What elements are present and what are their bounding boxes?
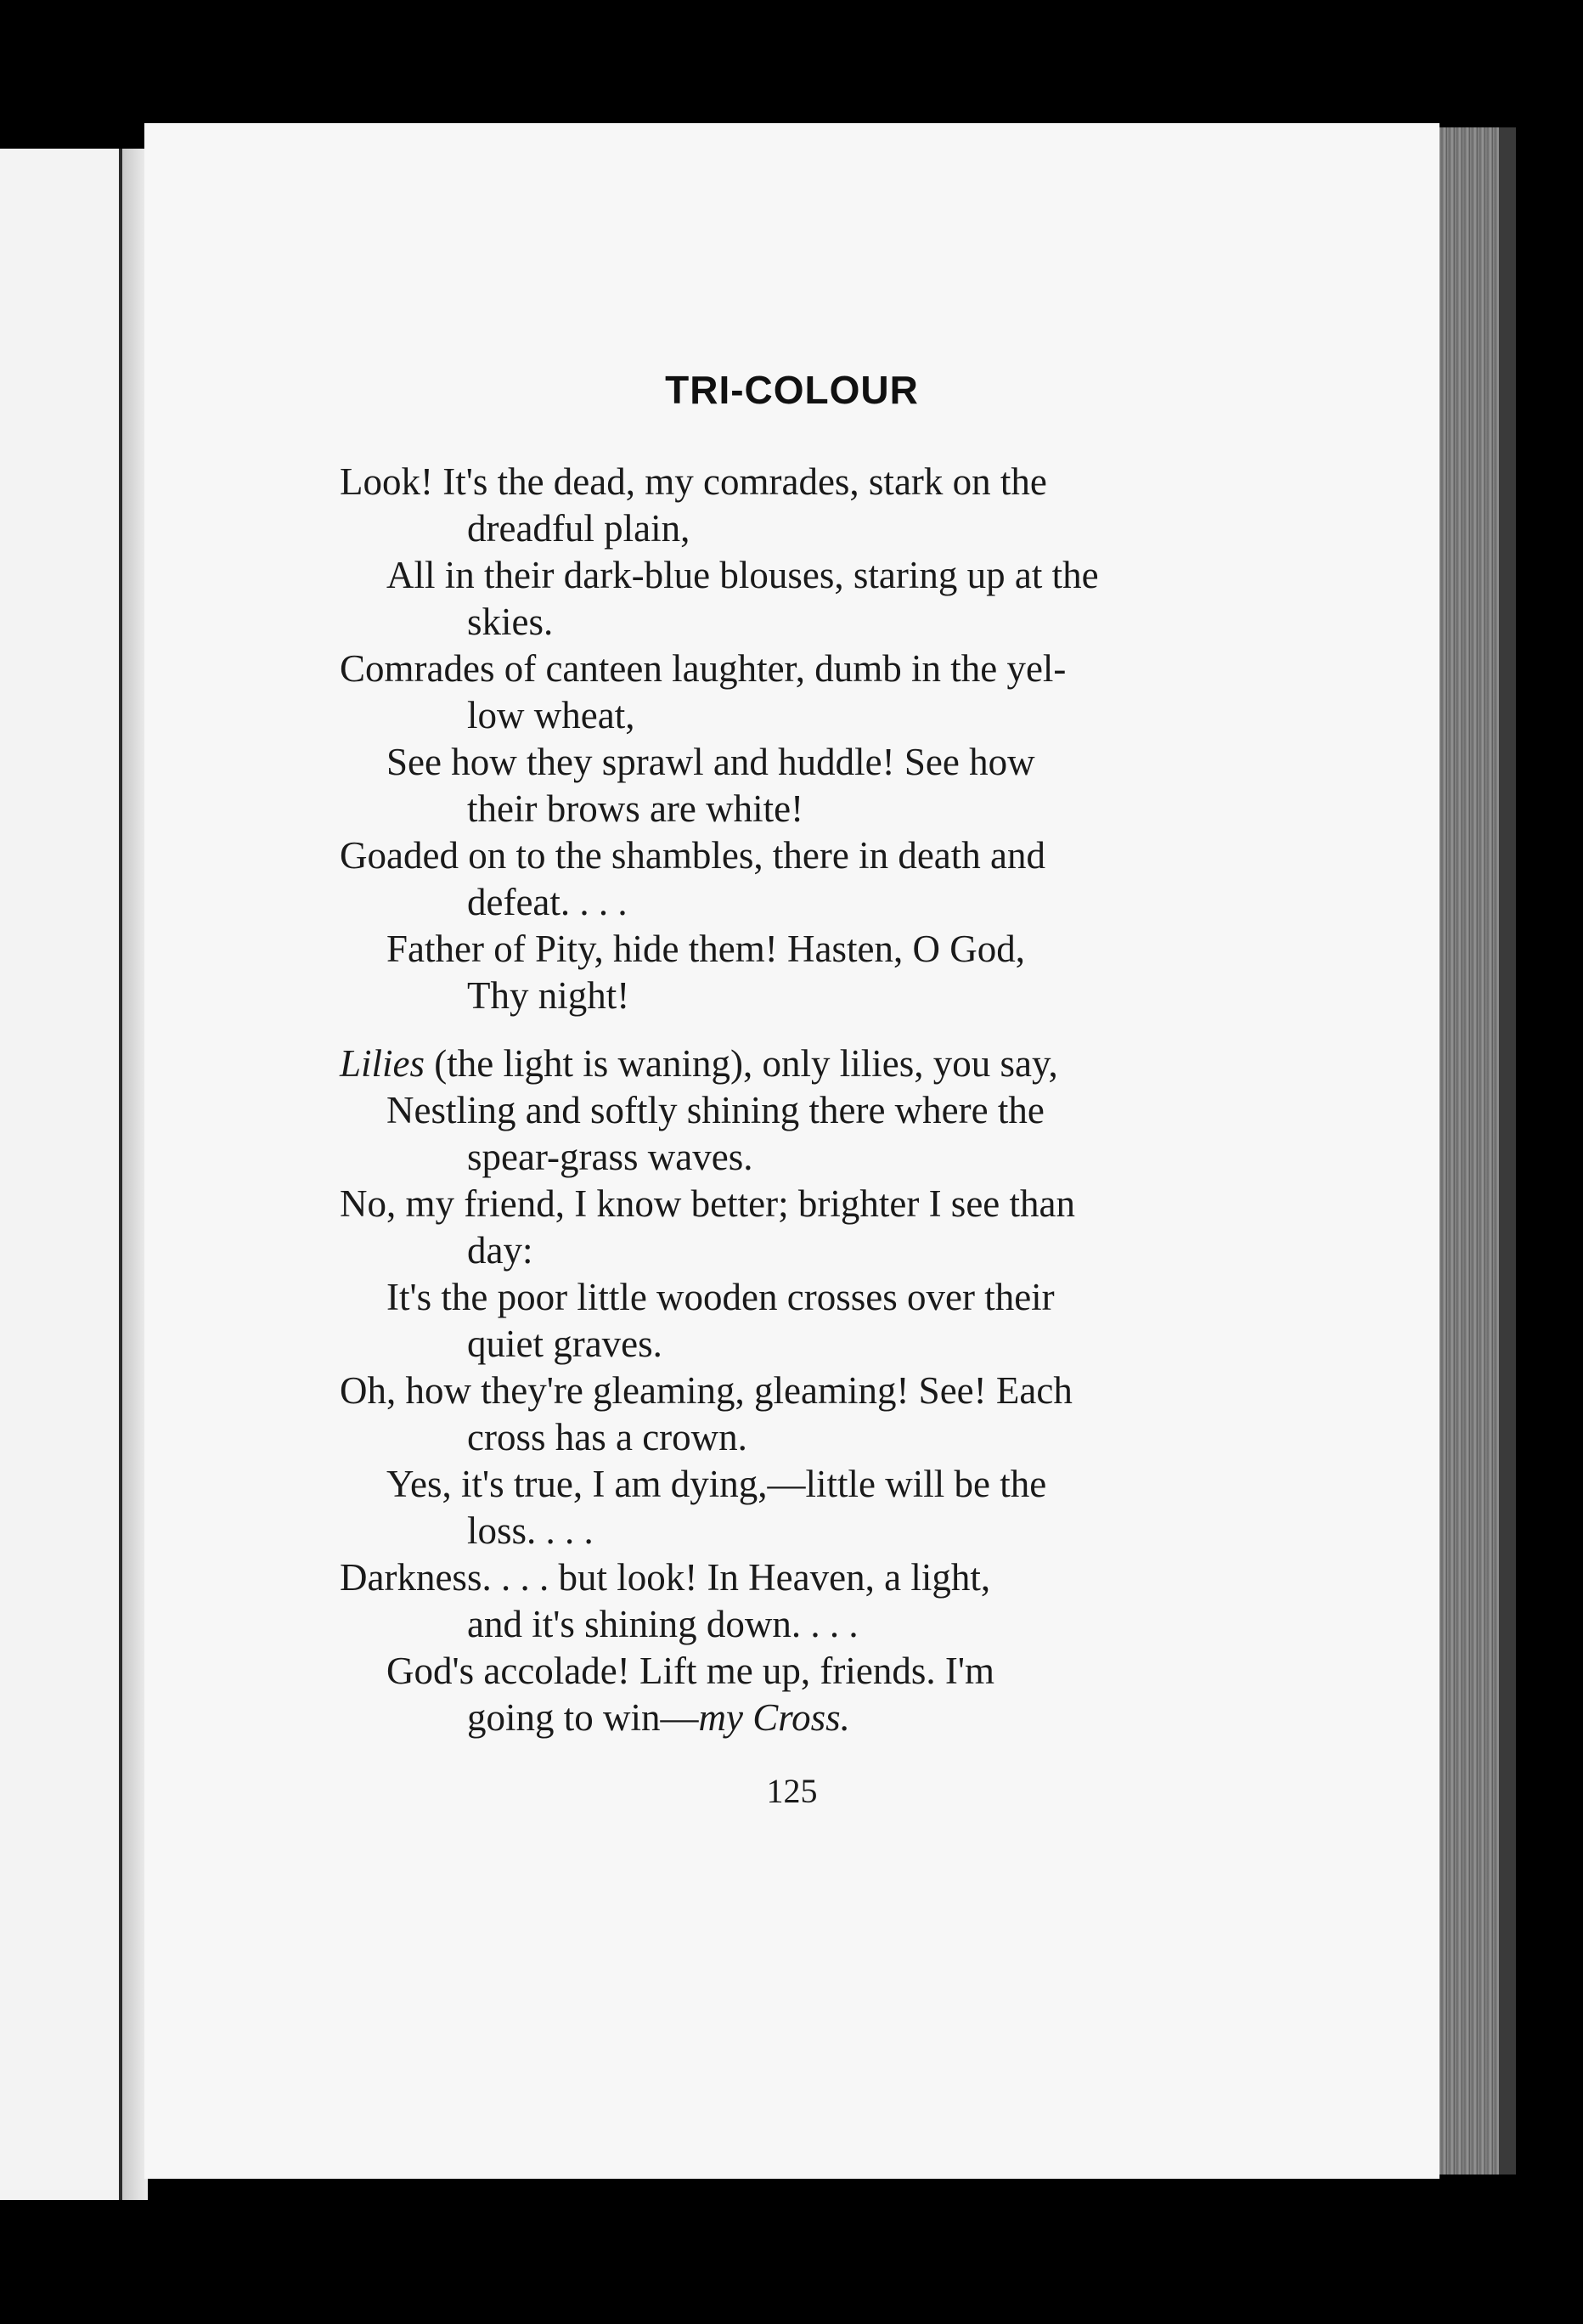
verse-line: [340, 1087, 1257, 1181]
verse-line: [340, 1368, 1257, 1461]
line-continuation: cross has a crown.: [467, 1416, 747, 1458]
line-text: Father of Pity, hide them! Hasten, O God,: [386, 928, 1025, 970]
line-text: Nestling and softly shining there where the: [386, 1089, 1045, 1131]
verse-line: [340, 739, 1257, 832]
line-plain: going to win—: [467, 1696, 699, 1739]
line-continuation: spear-grass waves.: [467, 1136, 753, 1178]
page-number: 125: [766, 1772, 818, 1810]
poem-body: [340, 459, 1257, 1763]
line-text: Goaded on to the shambles, there in death and: [340, 834, 1046, 877]
line-rest: (the light is waning), only lilies, you say,: [425, 1042, 1058, 1085]
line-continuation: dreadful plain,: [467, 507, 690, 550]
line-continuation: low wheat,: [467, 694, 635, 736]
line-continuation: day:: [467, 1229, 533, 1272]
book-cover-edge: [1499, 127, 1516, 2175]
line-text: Darkness. . . . but look! In Heaven, a light,: [340, 1556, 991, 1599]
verse-line: [340, 1041, 1257, 1087]
verse-line: [340, 1648, 1257, 1741]
line-text: Look! It's the dead, my comrades, stark on the: [340, 460, 1047, 503]
left-page-edge: [0, 149, 122, 2200]
line-text: [340, 1041, 1257, 1087]
verse-line: [340, 1274, 1257, 1368]
line-text: Yes, it's true, I am dying,—little will be the: [386, 1463, 1047, 1505]
verse-line: [340, 459, 1257, 552]
verse-line: [340, 552, 1257, 646]
italic-word: Lilies: [340, 1042, 425, 1085]
verse-line: [340, 926, 1257, 1019]
line-continuation: [340, 1695, 1257, 1741]
line-continuation: their brows are white!: [467, 787, 804, 830]
line-text: See how they sprawl and huddle! See how: [386, 741, 1035, 783]
italic-words: my Cross.: [698, 1696, 850, 1739]
line-continuation: defeat. . . .: [467, 881, 628, 923]
line-continuation: and it's shining down. . . .: [467, 1603, 859, 1645]
line-text: All in their dark-blue blouses, staring up at the: [386, 554, 1099, 596]
line-continuation: quiet graves.: [467, 1323, 662, 1365]
line-continuation: skies.: [467, 601, 554, 643]
page-edges: [1439, 127, 1499, 2175]
line-text: It's the poor little wooden crosses over their: [386, 1276, 1055, 1318]
line-continuation: loss. . . .: [467, 1509, 594, 1552]
line-continuation: Thy night!: [467, 974, 630, 1017]
poem-title: TRI-COLOUR: [665, 368, 919, 412]
line-text: Oh, how they're gleaming, gleaming! See! Each: [340, 1369, 1073, 1412]
stanza-2: [340, 1041, 1257, 1741]
line-text: Comrades of canteen laughter, dumb in the yel-: [340, 647, 1067, 690]
verse-line: [340, 832, 1257, 926]
verse-line: [340, 646, 1257, 739]
line-text: God's accolade! Lift me up, friends. I'm: [386, 1650, 994, 1692]
verse-line: [340, 1554, 1257, 1648]
verse-line: [340, 1461, 1257, 1554]
line-text: No, my friend, I know better; brighter I see than: [340, 1182, 1075, 1225]
stanza-1: [340, 459, 1257, 1019]
verse-line: [340, 1181, 1257, 1274]
